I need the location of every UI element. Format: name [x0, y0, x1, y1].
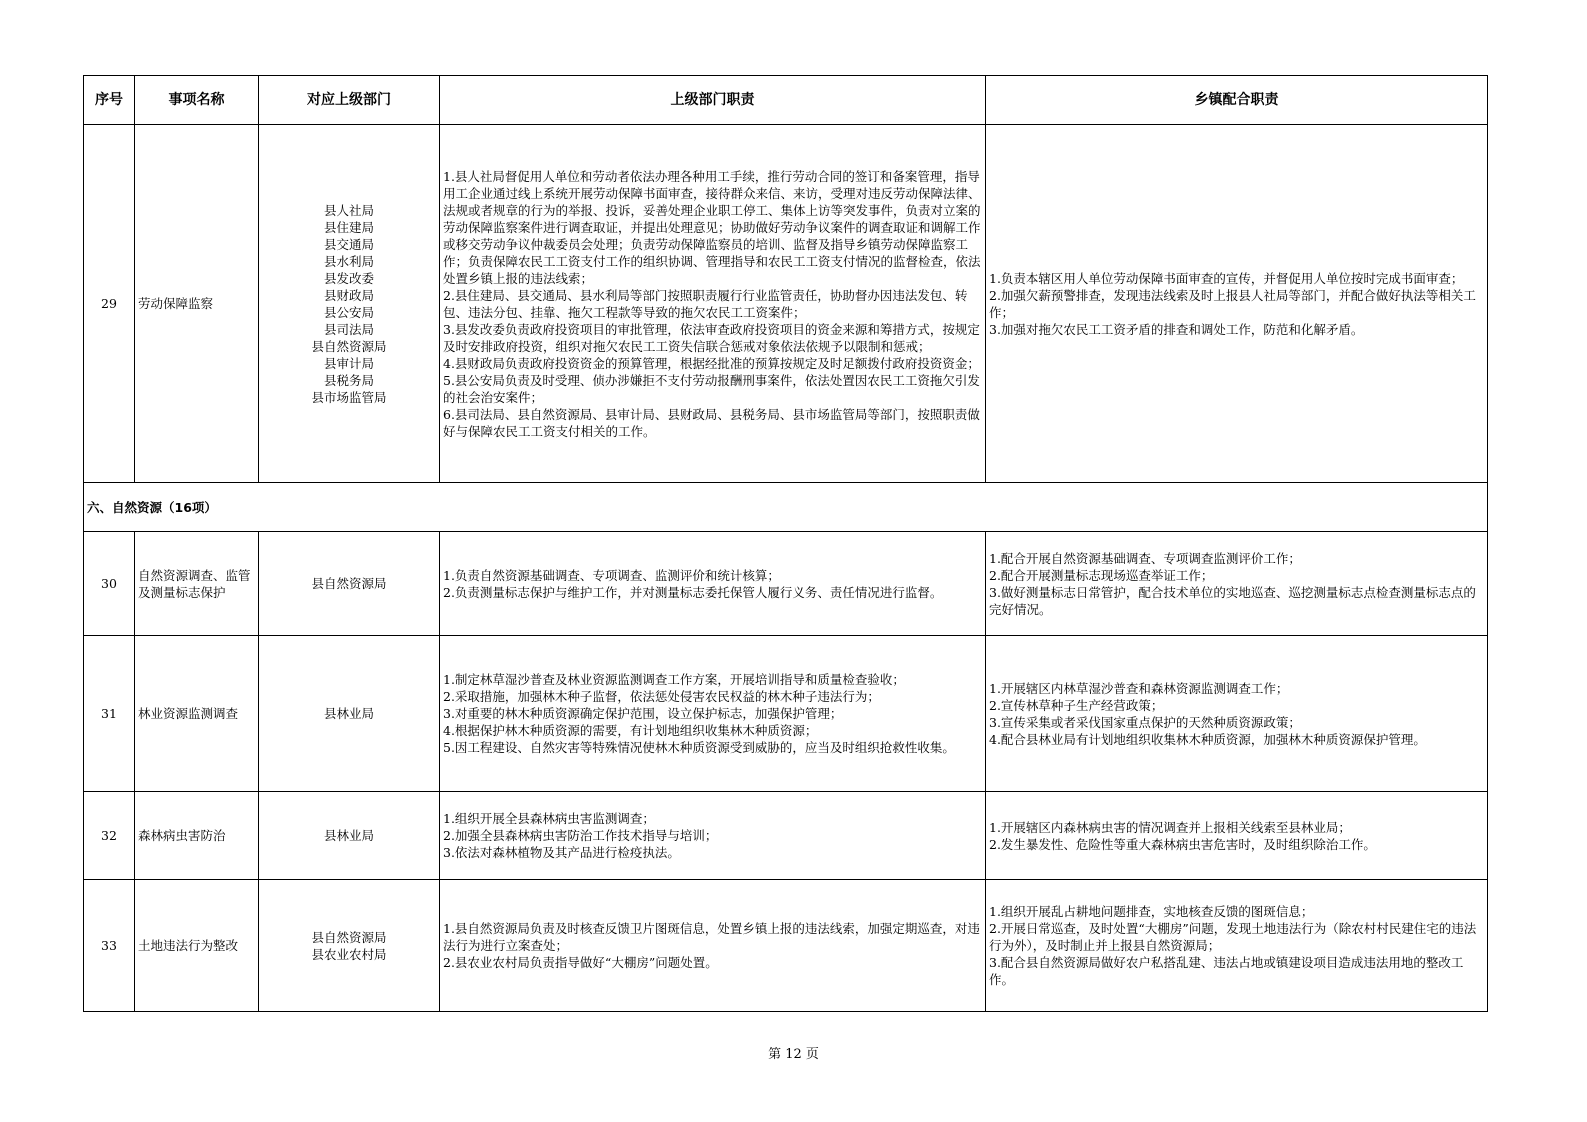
table-row: [84, 532, 1488, 636]
duty-item: 4.县财政局负责政府投资资金的预算管理，根据经批准的预算按规定及时足额拨付政府投资资金；: [443, 355, 980, 371]
header-name: 事项名称: [135, 76, 259, 125]
dept-item: 县审计局: [323, 355, 374, 371]
duty-item: 3.做好测量标志日常管护，配合技术单位的实地巡查、巡挖测量标志点检查测量标志点的完好情况。: [989, 584, 1476, 617]
row-depts: [259, 880, 440, 1012]
duty-item: 3.宣传采集或者采伐国家重点保护的天然种质资源政策；: [989, 714, 1301, 730]
duty-item: 1.县自然资源局负责及时核查反馈卫片图斑信息，处置乡镇上报的违法线索，加强定期巡查，对违法行为进行立案查处；: [443, 921, 980, 953]
row-num: 29: [84, 125, 135, 483]
duty-item: 1.负责自然资源基础调查、专项调查、监测评价和统计核算；: [443, 567, 780, 583]
dept-item: 县自然资源局: [311, 929, 387, 945]
duty-item: 3.依法对森林植物及其产品进行检疫执法。: [443, 845, 680, 860]
row-superior: [440, 636, 986, 792]
row-township: [986, 636, 1488, 792]
header-num: 序号: [84, 76, 135, 125]
duty-item: 2.采取措施，加强林木种子监督，依法惩处侵害农民权益的林木种子违法行为；: [443, 689, 880, 704]
row-township: [986, 532, 1488, 636]
row-superior: [440, 532, 986, 636]
duty-item: 5.县公安局负责及时受理、侦办涉嫌拒不支付劳动报酬刑事案件，依法处置因农民工工资拖欠引发的社会治安案件；: [443, 372, 980, 405]
table-row: [84, 636, 1488, 792]
duty-item: 1.组织开展乱占耕地问题排查，实地核查反馈的图斑信息；: [989, 904, 1314, 919]
table-row: [84, 792, 1488, 880]
duty-item: 1.县人社局督促用人单位和劳动者依法办理各种用工手续，推行劳动合同的签订和备案管理，指导用工企业通过线上系统开展劳动保障书面审查，接待群众来信、来访，受理对违反劳动保障法律、法规或者规章的行为的举报、投诉，妥善处理企业职工停工、集体上访等突发事件，负责对立案的劳动保障监察案件进行调查取证，并提出处理意见；协助做好劳动争议案件的调查取证和调解工作或移交劳动争议仲裁委员会处理；负责劳动保障监察员的培训、监督及指导乡镇劳动保障监察工作；负责保障农民工工资支付工作的组织协调、管理指导和农民工工资支付情况的监督检查，依法处置乡镇上报的违法线索；: [443, 168, 981, 286]
row-superior: [440, 125, 986, 483]
dept-item: 县财政局: [323, 287, 374, 303]
dept-item: 县人社局: [323, 202, 374, 218]
row-num: 33: [84, 880, 135, 1012]
duty-item: 2.负责测量标志保护与维护工作，并对测量标志委托保管人履行义务、责任情况进行监督。: [443, 584, 943, 600]
row-depts: [259, 636, 440, 792]
row-name: 劳动保障监察: [135, 125, 259, 483]
duty-item: 2.发生暴发性、危险性等重大森林病虫害危害时，及时组织除治工作。: [989, 836, 1376, 852]
row-num: 31: [84, 636, 135, 792]
duty-item: 5.因工程建设、自然灾害等特殊情况使林木种质资源受到威胁的，应当及时组织抢救性收集。: [443, 740, 955, 755]
section-row: [84, 483, 1488, 532]
dept-item: 县交通局: [323, 236, 374, 252]
header-dept: 对应上级部门: [259, 76, 440, 125]
row-superior: [440, 880, 986, 1012]
row-num: 32: [84, 792, 135, 880]
duty-item: 3.配合县自然资源局做好农户私搭乱建、违法占地或镇建设项目造成违法用地的整改工作。: [989, 955, 1464, 987]
row-name: 土地违法行为整改: [135, 880, 259, 1012]
row-superior: [440, 792, 986, 880]
dept-item: 县自然资源局: [311, 338, 387, 354]
row-township: [986, 880, 1488, 1012]
duty-item: 6.县司法局、县自然资源局、县审计局、县财政局、县税务局、县市场监管局等部门，按照职责做好与保障农民工工资支付相关的工作。: [443, 406, 980, 439]
duty-item: 2.加强全县森林病虫害防治工作技术指导与培训；: [443, 828, 718, 843]
duty-item: 2.开展日常巡查，及时处置“大棚房”问题，发现土地违法行为（除农村村民建住宅的违法行为外），及时制止并上报县自然资源局；: [989, 921, 1477, 953]
dept-item: 县林业局: [323, 706, 374, 721]
dept-item: 县发改委: [323, 270, 374, 286]
duty-item: 4.配合县林业局有计划地组织收集林木种质资源，加强林木种质资源保护管理。: [989, 731, 1426, 747]
duty-table: [83, 75, 1488, 1012]
duty-item: 2.县住建局、县交通局、县水利局等部门按照职责履行行业监管责任，协助督办因违法发包、转包、违法分包、挂靠、拖欠工程款等导致的拖欠农民工工资案件；: [443, 287, 968, 320]
duty-item: 2.加强欠薪预警排查，发现违法线索及时上报县人社局等部门，并配合做好执法等相关工作；: [989, 287, 1476, 320]
duty-item: 2.县农业农村局负责指导做好“大棚房”问题处置。: [443, 955, 718, 970]
header-township: 乡镇配合职责: [986, 76, 1488, 125]
dept-item: 县水利局: [323, 253, 374, 269]
dept-item: 县农业农村局: [311, 946, 387, 962]
row-name: 自然资源调查、监管及测量标志保护: [135, 532, 259, 636]
row-name: 林业资源监测调查: [135, 636, 259, 792]
duty-item: 1.组织开展全县森林病虫害监测调查；: [443, 811, 655, 826]
row-township: [986, 125, 1488, 483]
page-number: 第 12 页: [768, 1047, 819, 1062]
duty-item: 4.根据保护林木种质资源的需要，有计划地组织收集林木种质资源；: [443, 723, 818, 738]
duty-item: 1.开展辖区内森林病虫害的情况调查并上报相关线索至县林业局；: [989, 819, 1351, 835]
duty-item: 2.配合开展测量标志现场巡查举证工作；: [989, 567, 1214, 583]
header-superior: 上级部门职责: [440, 76, 986, 125]
duty-item: 1.负责本辖区用人单位劳动保障书面审查的宣传，并督促用人单位按时完成书面审查；: [989, 270, 1464, 286]
table-row: [84, 125, 1488, 483]
duty-item: 1.配合开展自然资源基础调查、专项调查监测评价工作；: [989, 550, 1301, 566]
row-township: [986, 792, 1488, 880]
row-num: 30: [84, 532, 135, 636]
dept-item: 县公安局: [323, 304, 374, 320]
dept-item: 县市场监管局: [311, 389, 387, 405]
header-row: [84, 76, 1488, 125]
duty-item: 3.加强对拖欠农民工工资矛盾的排查和调处工作，防范和化解矛盾。: [989, 321, 1364, 337]
row-depts: [259, 125, 440, 483]
row-name: 森林病虫害防治: [135, 792, 259, 880]
section-title: 六、自然资源（16项）: [84, 483, 1488, 532]
row-depts: [259, 792, 440, 880]
dept-item: 县司法局: [323, 321, 374, 337]
dept-item: 县住建局: [323, 219, 374, 235]
duty-item: 2.宣传林草种子生产经营政策；: [989, 697, 1164, 713]
dept-item: 县税务局: [323, 372, 374, 388]
dept-item: 县自然资源局: [311, 576, 387, 591]
dept-item: 县林业局: [323, 828, 374, 843]
duty-item: 3.对重要的林木种质资源确定保护范围，设立保护标志，加强保护管理；: [443, 706, 843, 721]
row-depts: [259, 532, 440, 636]
duty-item: 1.制定林草湿沙普查及林业资源监测调查工作方案，开展培训指导和质量检查验收；: [443, 672, 905, 687]
duty-item: 3.县发改委负责政府投资项目的审批管理，依法审查政府投资项目的资金来源和筹措方式，按规定及时安排政府投资，组织对拖欠农民工工资失信联合惩戒对象依法依规予以限制和惩戒；: [443, 321, 980, 354]
table-row: [84, 880, 1488, 1012]
duty-item: 1.开展辖区内林草湿沙普查和森林资源监测调查工作；: [989, 680, 1289, 696]
